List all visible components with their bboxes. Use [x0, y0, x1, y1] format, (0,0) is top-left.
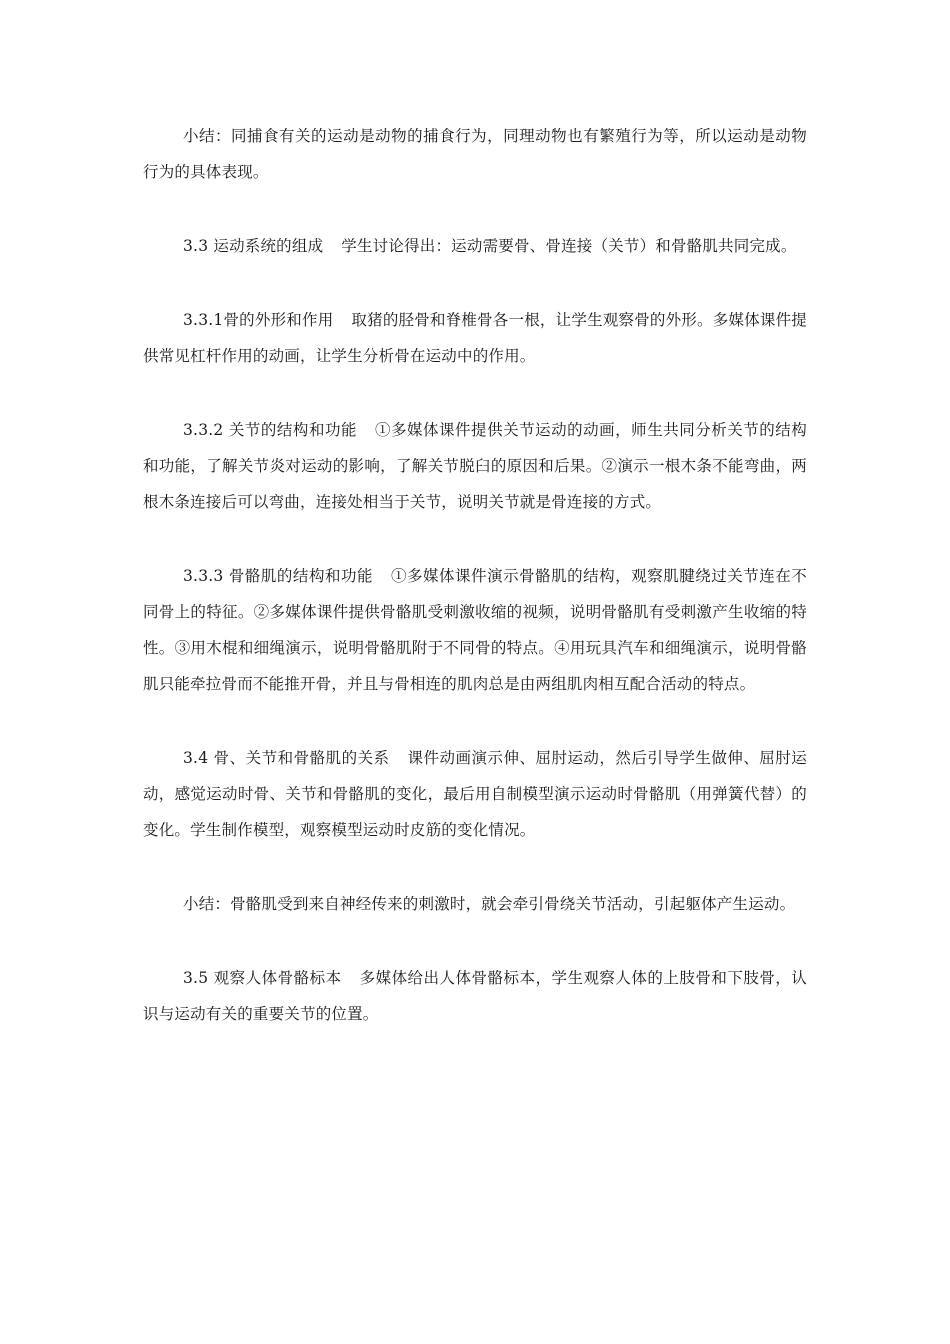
- section-heading: 3.4 骨、关节和骨骼肌的关系: [183, 749, 390, 767]
- paragraph-text: 课件动画演示伸、屈肘运动，然后引导学生做伸、屈肘运动，感觉运动时骨、关节和骨骼肌的变化，最后用自制模型演示运动时骨骼肌（用弹簧代替）的变化。学生制作模型，观察模型运动时皮筋的变化情况。: [143, 749, 807, 839]
- section-paragraph: [143, 302, 807, 374]
- paragraph-text: ①多媒体课件演示骨骼肌的结构，观察肌腱绕过关节连在不同骨上的特征。②多媒体课件提供骨骼肌受刺激收缩的视频，说明骨骼肌有受刺激产生收缩的特性。③用木棍和细绳演示，说明骨骼肌附于不同骨的特点。④用玩具汽车和细绳演示，说明骨骼肌只能牵拉骨而不能推开骨，并且与骨相连的肌肉总是由两组肌肉相互配合活动的特点。: [143, 567, 808, 693]
- summary-paragraph: [143, 118, 807, 190]
- section-heading: 3.3 运动系统的组成: [183, 237, 324, 255]
- paragraph-text: 小结：同捕食有关的运动是动物的捕食行为，同理动物也有繁殖行为等，所以运动是动物行为的具体表现。: [143, 127, 807, 181]
- section-paragraph: [143, 558, 807, 702]
- section-heading: 3.3.1骨的外形和作用: [183, 311, 334, 329]
- paragraph-text: ①多媒体课件提供关节运动的动画，师生共同分析关节的结构和功能，了解关节炎对运动的影响，了解关节脱臼的原因和后果。②演示一根木条不能弯曲，两根木条连接后可以弯曲，连接处相当于关节，说明关节就是骨连接的方式。: [143, 421, 807, 511]
- paragraph-text: 取猪的胫骨和脊椎骨各一根，让学生观察骨的外形。多媒体课件提供常见杠杆作用的动画，让学生分析骨在运动中的作用。: [143, 311, 807, 365]
- section-heading: 3.3.2 关节的结构和功能: [183, 421, 357, 439]
- section-paragraph: [143, 960, 807, 1032]
- section-paragraph: [143, 412, 807, 520]
- paragraph-text: 学生讨论得出：运动需要骨、骨连接（关节）和骨骼肌共同完成。: [341, 237, 797, 255]
- paragraph-text: 小结：骨骼肌受到来自神经传来的刺激时，就会牵引骨绕关节活动，引起躯体产生运动。: [183, 895, 796, 913]
- document-body: [143, 118, 807, 1069]
- paragraph-text: 多媒体给出人体骨骼标本，学生观察人体的上肢骨和下肢骨，认识与运动有关的重要关节的位置。: [143, 969, 808, 1023]
- section-paragraph: [143, 228, 807, 264]
- summary-paragraph: [143, 886, 807, 922]
- section-heading: 3.5 观察人体骨骼标本: [183, 969, 342, 987]
- section-heading: 3.3.3 骨骼肌的结构和功能: [183, 567, 373, 585]
- section-paragraph: [143, 740, 807, 848]
